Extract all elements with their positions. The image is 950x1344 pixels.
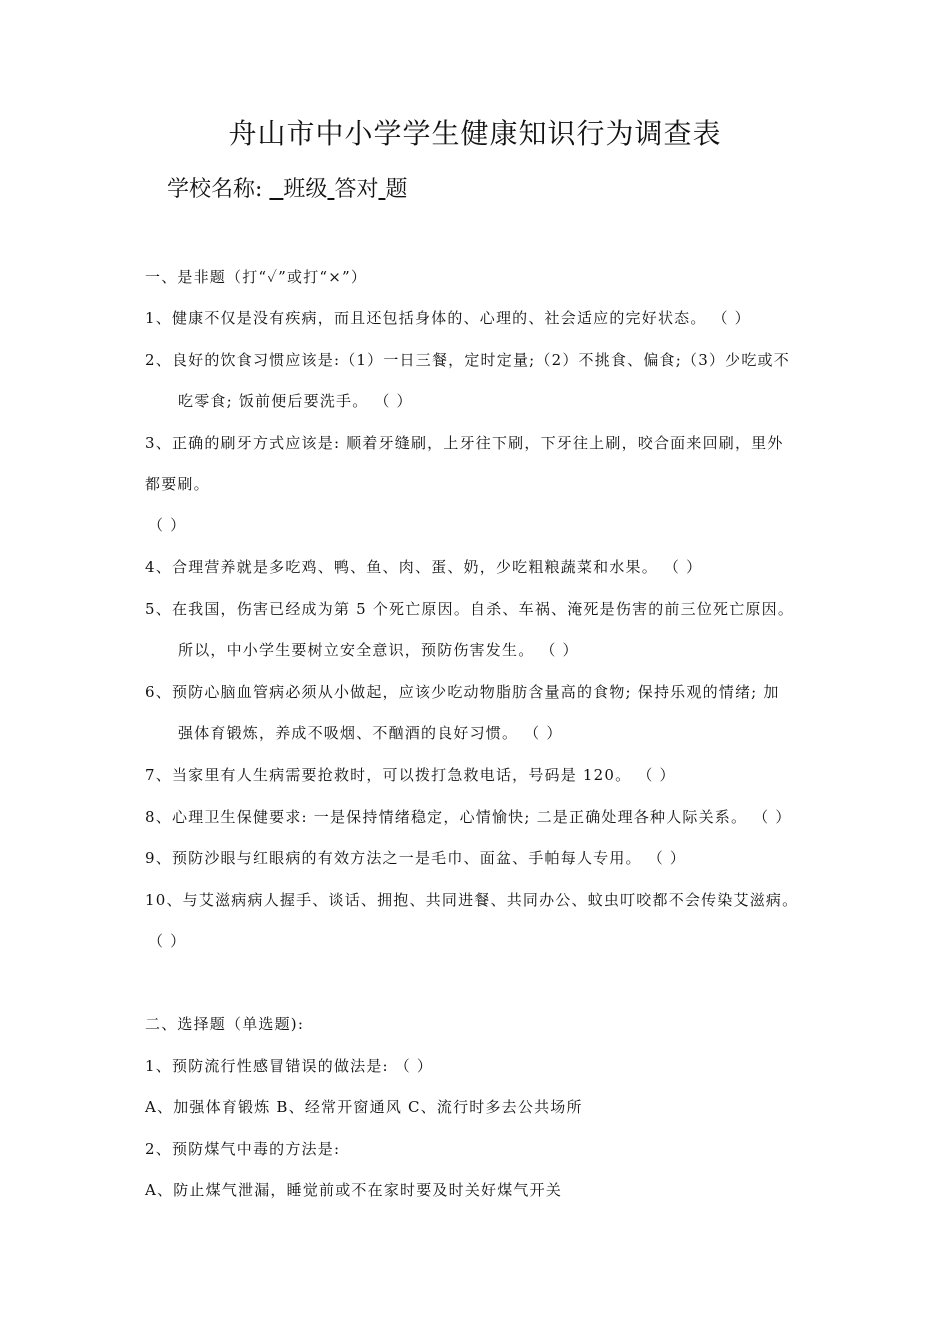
question-unit-label: 题 — [385, 177, 408, 202]
section1-heading: 一、是非题（打“✓”或打“×”） — [145, 268, 368, 286]
tf-question-3-line2: 都要刷。 — [145, 475, 210, 493]
tf-question-10-line1: 10、与艾滋病病人握手、谈话、拥抱、共同进餐、共同办公、蚊虫叮咬都不会传染艾滋病。 — [145, 891, 799, 909]
tf-question-9: 9、预防沙眼与红眼病的有效方法之一是毛巾、面盆、手帕每人专用。 （ ） — [145, 849, 687, 867]
mc-question-1: 1、预防流行性感冒错误的做法是: （ ） — [145, 1057, 434, 1075]
tf-question-2-line1: 2、良好的饮食习惯应该是:（1）一日三餐，定时定量;（2）不挑食、偏食;（3）少吃或不 — [145, 351, 790, 369]
page-title: 舟山市中小学学生健康知识行为调查表 — [228, 117, 722, 150]
form-header — [167, 172, 407, 203]
tf-question-10-answer: （ ） — [148, 932, 187, 950]
tf-question-4: 4、合理营养就是多吃鸡、鸭、鱼、肉、蛋、奶，少吃粗粮蔬菜和水果。 （ ） — [145, 558, 703, 576]
school-name-blank[interactable] — [269, 177, 283, 202]
answer-correct-label: 答对 — [334, 177, 379, 202]
tf-question-5-line2: 所以，中小学生要树立安全意识，预防伤害发生。 （ ） — [178, 641, 579, 659]
tf-question-8: 8、心理卫生保健要求: 一是保持情绪稳定，心情愉快; 二是正确处理各种人际关系。 （ ） — [145, 808, 792, 826]
class-label: 班级 — [283, 177, 328, 202]
tf-question-3-line1: 3、正确的刷牙方式应该是: 顺着牙缝刷，上牙往下刷，下牙往上刷，咬合面来回刷，里外 — [145, 434, 784, 452]
mc-question-2-option-a: A、防止煤气泄漏，睡觉前或不在家时要及时关好煤气开关 — [145, 1181, 563, 1199]
mc-question-1-options: A、加强体育锻炼 B、经常开窗通风 C、流行时多去公共场所 — [145, 1098, 583, 1116]
tf-question-3-answer: （ ） — [148, 516, 187, 534]
tf-question-5-line1: 5、在我国，伤害已经成为第 5 个死亡原因。自杀、车祸、淹死是伤害的前三位死亡原因。 — [145, 600, 795, 618]
tf-question-1: 1、健康不仅是没有疾病，而且还包括身体的、心理的、社会适应的完好状态。 （ ） — [145, 309, 751, 327]
section2-heading: 二、选择题（单选题): — [145, 1015, 305, 1033]
tf-question-2-line2: 吃零食; 饭前便后要洗手。 （ ） — [178, 392, 413, 410]
tf-question-6-line2: 强体育锻炼，养成不吸烟、不酗酒的良好习惯。 （ ） — [178, 724, 563, 742]
tf-question-7: 7、当家里有人生病需要抢救时，可以拨打急救电话，号码是 120。 （ ） — [145, 766, 676, 784]
school-name-label: 学校名称: — [167, 177, 263, 202]
tf-question-6-line1: 6、预防心脑血管病必须从小做起，应该少吃动物脂肪含量高的食物; 保持乐观的情绪; 加 — [145, 683, 780, 701]
mc-question-2: 2、预防煤气中毒的方法是: — [145, 1140, 341, 1158]
